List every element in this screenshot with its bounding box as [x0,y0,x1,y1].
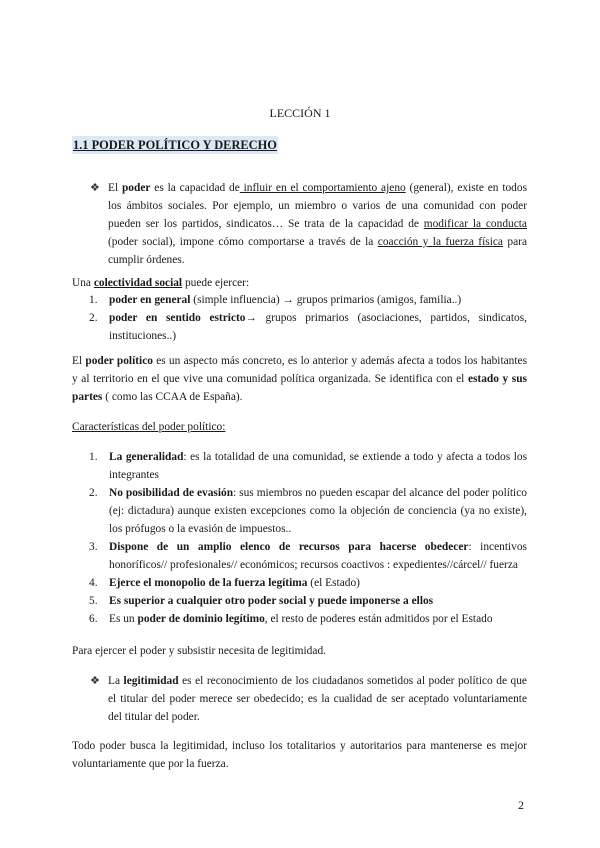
closing-paragraph: Todo poder busca la legitimidad, incluso los totalitarios y autoritarios para mantenerse es mejor voluntariamente que por la fuerza. [72,740,527,770]
list-item: 2. No posibilidad de evasión: sus miembros no pueden escapar del alcance del poder político (ej: dictadura) aunque existen excepciones como la objeción de conciencia (ya no existe), los prófugos o la evasión de impuestos.. [89,487,527,535]
lesson-heading: LECCIÓN 1 [269,106,331,120]
list-item: 4. Ejerce el monopolio de la fuerza legítima (el Estado) [89,577,360,589]
caracteristicas-list [72,448,527,628]
colectividad-list [72,291,527,345]
list-item: 1. poder en general (simple influencia) → grupos primarios (amigos, familia..) [89,294,462,306]
diamond-bullet-icon: ❖ [90,182,100,194]
poder-definition-text: El poder es la capacidad de influir en el comportamiento ajeno (general), existe en todos los ámbitos sociales. Por ejemplo, un miembro o varios de una comunidad con poder pueden ser los partidos, sindicatos… Se trata de la capacidad de modificar la conducta (poder social), impone cómo comportarse a través de la coacción y la fuerza física para cumplir órdenes. [108,182,528,266]
legitimidad-text: La legitimidad es el reconocimiento de los ciudadanos sometidos al poder político de que el titular del poder merece ser obedecido; es la cualidad de ser aceptado voluntariamente del titular del poder. [108,675,527,723]
list-item: 5. Es superior a cualquier otro poder social y puede imponerse a ellos [89,595,434,607]
list-item: 3. Dispone de un amplio elenco de recursos para hacerse obedecer: incentivos honoríficos// profesionales// económicos; recursos coactivos : expedientes//cárcel// fuerza [89,541,527,571]
poder-definition-bullet [90,179,527,269]
list-item: 1. La generalidad: es la totalidad de una comunidad, se extiende a todo y afecta a todos los integrantes [89,451,528,481]
diamond-bullet-icon: ❖ [90,675,100,687]
colectividad-paragraph: Una colectividad social puede ejercer: [72,277,250,289]
legitimidad-bullet [90,672,527,726]
caracteristicas-heading: Características del poder político: [72,421,226,433]
poder-politico-paragraph: El poder político es un aspecto más concreto, es lo anterior y además afecta a todos los habitantes y al territorio en el que vive una comunidad política organizada. Se identifica con el estado y sus partes ( como las CCAA de España). [72,355,528,403]
list-item: 6. Es un poder de dominio legítimo, el resto de poderes están admitidos por el Estado [89,613,493,625]
page-number: 2 [518,798,524,812]
list-item: 2. poder en sentido estricto→ grupos primarios (asociaciones, partidos, sindicatos, instituciones..) [89,312,527,342]
section-title: 1.1 PODER POLÍTICO Y DERECHO [73,138,277,152]
legitimidad-intro: Para ejercer el poder y subsistir necesita de legitimidad. [72,645,326,657]
